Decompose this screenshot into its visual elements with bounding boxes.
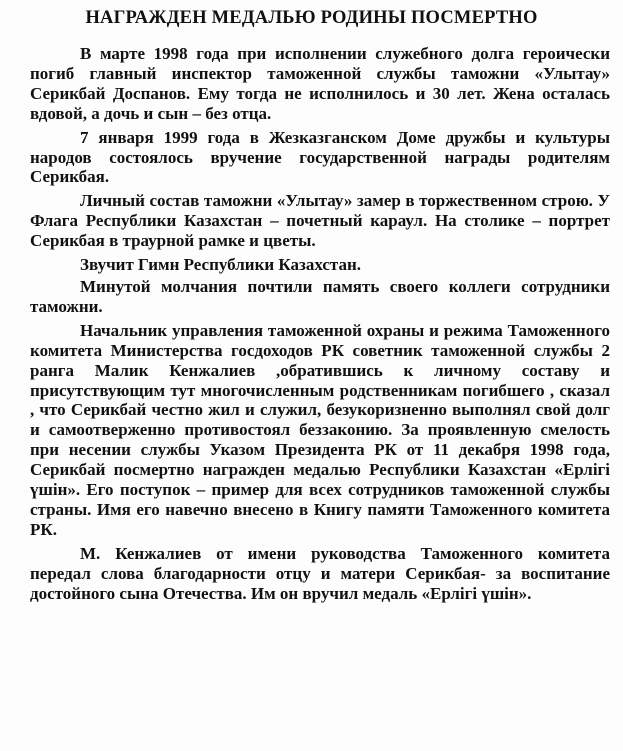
paragraph-1: В марте 1998 года при исполнении служебного долга героически погиб главный инспектор таможенной службы таможни «Улытау» Серикбай Доспанов. Ему тогда не исполнилось и 30 лет. Жена осталась вдовой, а дочь и сын – без отца.: [30, 44, 610, 123]
article-body: [30, 44, 610, 607]
paragraph-6: Начальник управления таможенной охраны и режима Таможенного комитета Министерства госдоходов РК советник таможенной службы 2 ранга Малик Кенжалиев ,обратившись к личному составу и присутствующим тут многочисленным родственникам погибшего , сказал , что Серикбай честно жил и служил, безукоризненно выполнял свой долг и самоотверженно противостоял беззаконию. За проявленную смелость при несении службы Указом Президента РК от 11 декабря 1998 года, Серикбай посмертно награжден медалью Республики Казахстан «Ерлігі үшін». Его поступок – пример для всех сотрудников таможенной службы страны. Имя его навечно внесено в Книгу памяти Таможенного комитета РК.: [30, 320, 610, 539]
paragraph-2: 7 января 1999 года в Жезказганском Доме дружбы и культуры народов состоялось вручение государственной награды родителям Серикбая.: [30, 127, 610, 187]
paragraph-5: Минутой молчания почтили память своего коллеги сотрудники таможни.: [30, 276, 610, 316]
paragraph-7: М. Кенжалиев от имени руководства Таможенного комитета передал слова благодарности отцу и матери Серикбая- за воспитание достойного сына Отечества. Им он вручил медаль «Ерлігі үшін».: [30, 543, 610, 603]
paragraph-4: Звучит Гимн Республики Казахстан.: [80, 255, 362, 275]
page-title: НАГРАЖДЕН МЕДАЛЬЮ РОДИНЫ ПОСМЕРТНО: [85, 8, 538, 28]
paragraph-3: Личный состав таможни «Улытау» замер в торжественном строю. У Флага Республики Казахстан – почетный караул. На столике – портрет Серикбая в траурной рамке и цветы.: [30, 191, 610, 251]
